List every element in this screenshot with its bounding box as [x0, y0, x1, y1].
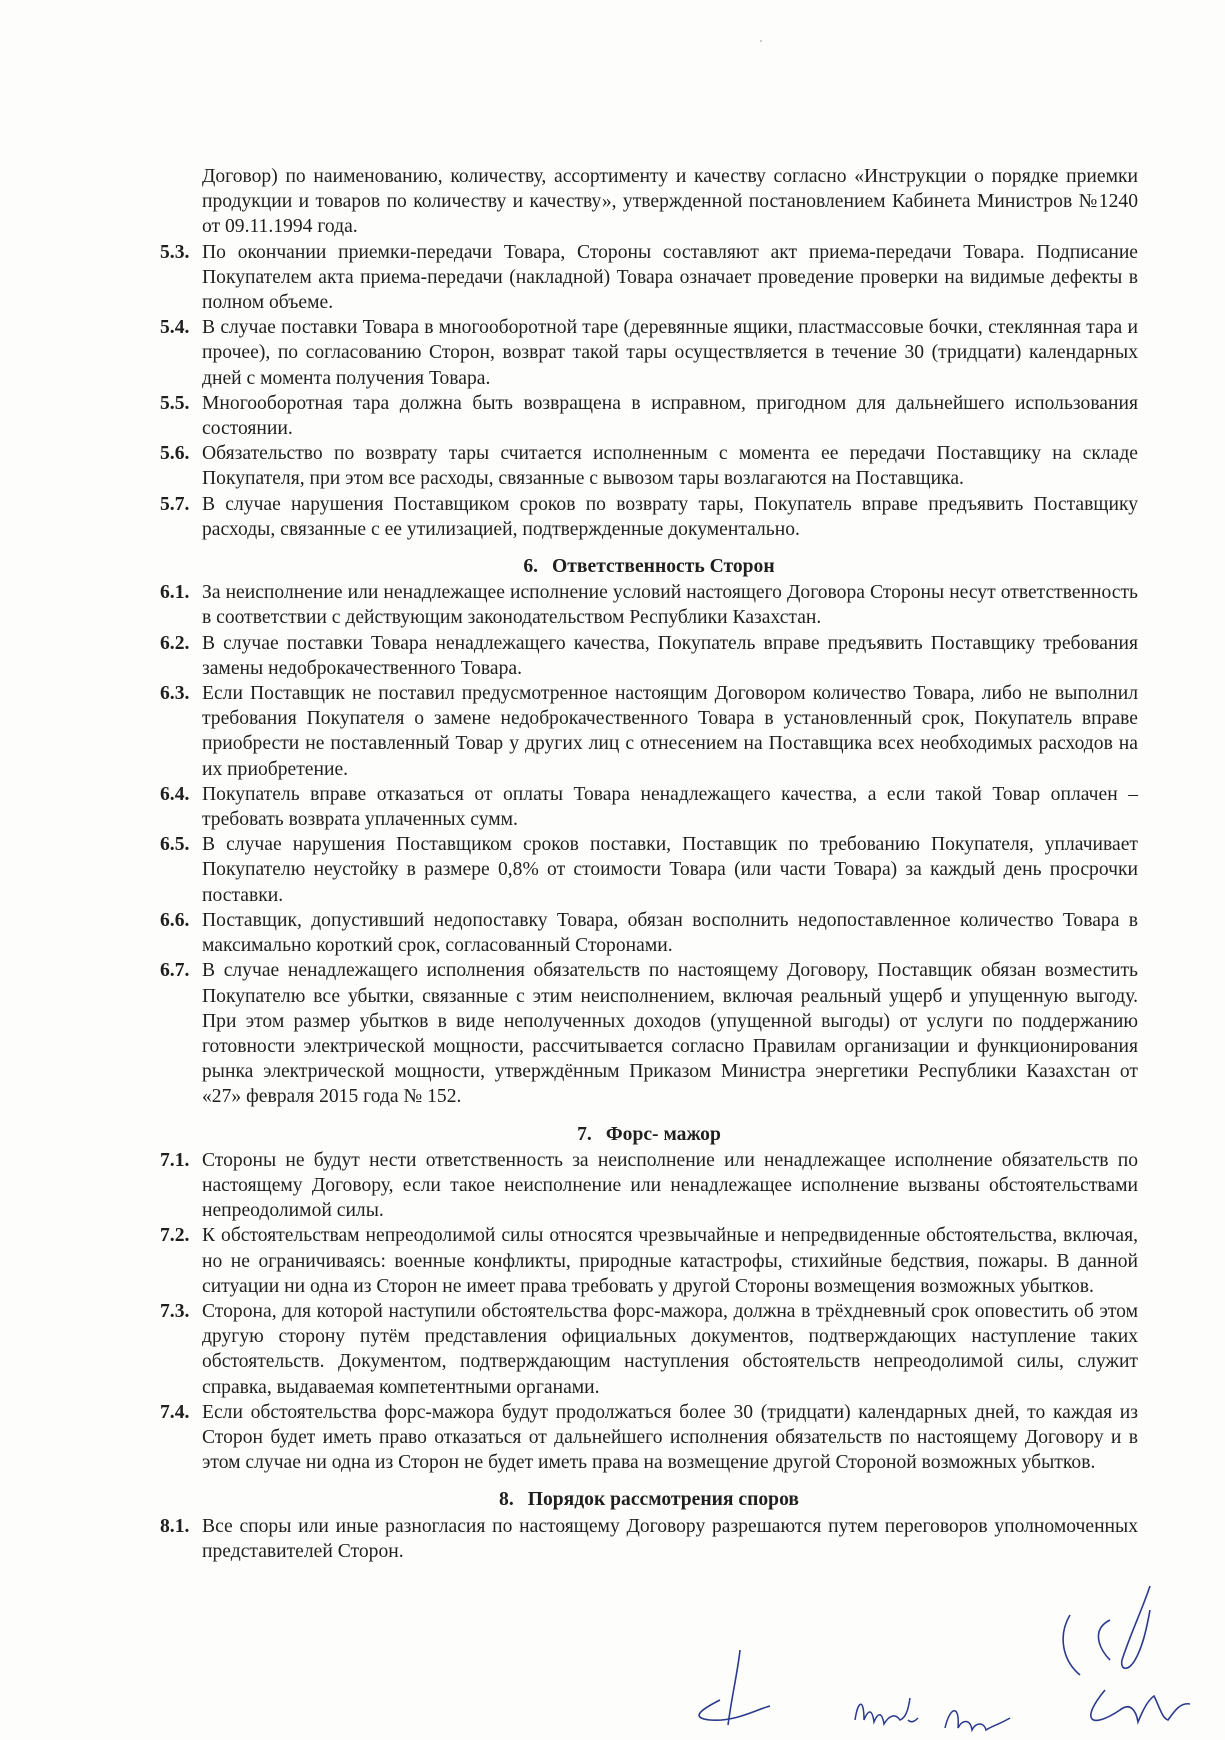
clause-text: К обстоятельствам непреодолимой силы относятся чрезвычайные и непредвиденные обстоятельства, включая, но не ограничиваясь: военные конфликты, природные катастрофы, стихийные бедствия, пожары. В данной ситуации ни одна из Сторон не имеет права требовать у другой Стороны возмещения возможных убытков. — [202, 1225, 1138, 1297]
clause-item-6-7 — [160, 958, 1138, 1109]
clause-text: По окончании приемки-передачи Товара, Стороны составляют акт приема-передачи Товара. Подписание Покупателем акта приема-передачи (накладной) Товара означает проведение проверки на видимые дефекты в полном объеме. — [202, 241, 1138, 314]
clause-text: В случае нарушения Поставщиком сроков поставки, Поставщик по требованию Покупателя, уплачивает Покупателю неустойку в размере 0,8% от стоимости Товара (или части Товара) за каждый день просрочки поставки. — [202, 834, 1138, 906]
clause-item-5-3 — [160, 240, 1138, 316]
clause-text: Обязательство по возврату тары считается исполненным с момента ее передачи Поставщику на складе Покупателя, при этом все расходы, связанные с вывозом тары возлагаются на Поставщика. — [202, 443, 1138, 490]
signature-1 — [680, 1640, 790, 1735]
clause-text: В случае ненадлежащего исполнения обязательств по настоящему Договору, Поставщик обязан возместить Покупателю все убытки, связанные с этим неисполнением, включая реальный ущерб и упущенную выгоду. При этом размер убытков в виде неполученных доходов (упущенной выгоды) от услуги по поддержанию готовности электрической мощности, рассчитывается согласно Правилам организации и функционирования рынка электрической мощности, утверждённым Приказом Министра энергетики Республики Казахстан от «27» февраля 2015 года № 152. — [202, 960, 1138, 1108]
section-6-heading — [160, 554, 1138, 579]
clause-number: 6.1. — [160, 582, 190, 604]
section-8-number: 8. — [499, 1489, 514, 1511]
clause-number: 6.7. — [160, 960, 190, 982]
document-body — [160, 164, 1138, 1564]
clause-number: 5.7. — [160, 493, 190, 515]
section-8-heading — [160, 1487, 1138, 1512]
clause-item-6-2 — [160, 631, 1138, 681]
clause-item-6-6 — [160, 908, 1138, 958]
clause-item-5-5 — [160, 391, 1138, 441]
clause-item-7-1 — [160, 1148, 1138, 1224]
clause-text: Сторона, для которой наступили обстоятельства форс-мажора, должна в трёхдневный срок оповестить об этом другую сторону путём представления официальных документов, подтверждающих наступление таких обстоятельств. Документом, подтверждающим наступления обстоятельств непреодолимой силы, служит справка, выдаваемая компетентными органами. — [202, 1300, 1138, 1398]
clause-number: 6.6. — [160, 909, 190, 931]
clause-text: Поставщик, допустивший недопоставку Товара, обязан восполнить недопоставленное количество Товара в максимально короткий срок, согласованный Сторонами. — [202, 909, 1138, 957]
clause-number: 8.1. — [160, 1515, 190, 1537]
scan-speck — [760, 40, 762, 42]
clause-text: Все споры или иные разногласия по настоящему Договору разрешаются путем переговоров уполномоченных представителей Сторон. — [202, 1515, 1138, 1562]
clause-text: В случае поставки Товара в многооборотной таре (деревянные ящики, пластмассовые бочки, стеклянная тара и прочее), по согласованию Сторон, возврат такой тары осуществляется в течение 30 (тридцати) календарных дней с момента получения Товара. — [202, 317, 1138, 389]
section-7-title: Форс- мажор — [605, 1123, 721, 1145]
clause-number: 6.5. — [160, 834, 190, 856]
clause-text: Стороны не будут нести ответственность за неисполнение или ненадлежащее исполнение обязательств по настоящему Договору, если такое неисполнение или ненадлежащее исполнение вызваны обстоятельствами непреодолимой силы. — [202, 1149, 1138, 1222]
intro-paragraph: Договор) по наименованию, количеству, ассортименту и качеству согласно «Инструкции о порядке приемки продукции и товаров по количеству и качеству», утвержденной постановлением Кабинета Министров №1240 от 09.11.1994 года. — [202, 166, 1138, 238]
section-6-title: Ответственность Сторон — [552, 556, 775, 578]
clause-text: За неисполнение или ненадлежащее исполнение условий настоящего Договора Стороны несут ответственность в соответствии с действующим законодательством Республики Казахстан. — [202, 582, 1138, 629]
signature-4 — [1050, 1580, 1220, 1735]
section-7-items — [160, 1148, 1138, 1476]
clause-item-6-4 — [160, 782, 1138, 832]
clause-number: 7.3. — [160, 1300, 190, 1322]
clause-item-6-3 — [160, 681, 1138, 782]
clause-item-5-6 — [160, 441, 1138, 491]
clause-number: 6.4. — [160, 783, 190, 805]
clause-number: 5.4. — [160, 317, 190, 339]
clause-item-8-1 — [160, 1514, 1138, 1564]
clause-text: Если обстоятельства форс-мажора будут продолжаться более 30 (тридцати) календарных дней, то каждая из Сторон будет иметь право отказаться от дальнейшего исполнения обязательств по настоящему Договору и в этом случае ни одна из Сторон не будет иметь права на возмещение другой Стороной возможных убытков. — [202, 1401, 1138, 1474]
clause-item-7-2 — [160, 1223, 1138, 1299]
clause-item-6-1 — [160, 580, 1138, 630]
section-7-heading — [160, 1122, 1138, 1147]
clause-text: В случае нарушения Поставщиком сроков по возврату тары, Покупатель вправе предъявить Поставщику расходы, связанные с ее утилизацией, подтвержденные документально. — [202, 493, 1138, 540]
clause-text: Если Поставщик не поставил предусмотренное настоящим Договором количество Товара, либо не выполнил требования Покупателя о замене недоброкачественного Товара в установленный срок, Покупатель вправе приобрести не поставленный Товар у других лиц с отнесением на Поставщика всех необходимых расходов на их приобретение. — [202, 683, 1138, 780]
clause-number: 6.3. — [160, 683, 190, 705]
clause-item-5-4 — [160, 315, 1138, 391]
clause-number: 6.2. — [160, 632, 190, 654]
section-6-items — [160, 580, 1138, 1109]
signature-3 — [940, 1700, 1015, 1740]
clause-number: 7.1. — [160, 1149, 190, 1171]
clause-number: 7.2. — [160, 1225, 190, 1247]
clause-item-6-5 — [160, 832, 1138, 908]
clause-item-7-4 — [160, 1400, 1138, 1476]
clause-text: Покупатель вправе отказаться от оплаты Товара ненадлежащего качества, а если такой Товар оплачен – требовать возврата уплаченных сумм. — [202, 783, 1138, 831]
clause-text: Многооборотная тара должна быть возвращена в исправном, пригодном для дальнейшего использования состоянии. — [202, 392, 1138, 440]
clause-text: В случае поставки Товара ненадлежащего качества, Покупатель вправе предъявить Поставщику требования замены недоброкачественного Товара. — [202, 632, 1138, 679]
clause-item-5-7 — [160, 492, 1138, 542]
clause-number: 5.3. — [160, 241, 190, 263]
section-8-title: Порядок рассмотрения споров — [527, 1489, 799, 1511]
clause-number: 7.4. — [160, 1401, 190, 1423]
signature-2 — [850, 1690, 920, 1735]
section-8-items — [160, 1514, 1138, 1564]
section-5-items — [160, 240, 1138, 542]
clause-item-7-3 — [160, 1299, 1138, 1400]
clause-number: 5.5. — [160, 392, 190, 414]
section-6-number: 6. — [523, 556, 539, 578]
clause-number: 5.6. — [160, 443, 190, 465]
section-7-number: 7. — [577, 1123, 592, 1145]
